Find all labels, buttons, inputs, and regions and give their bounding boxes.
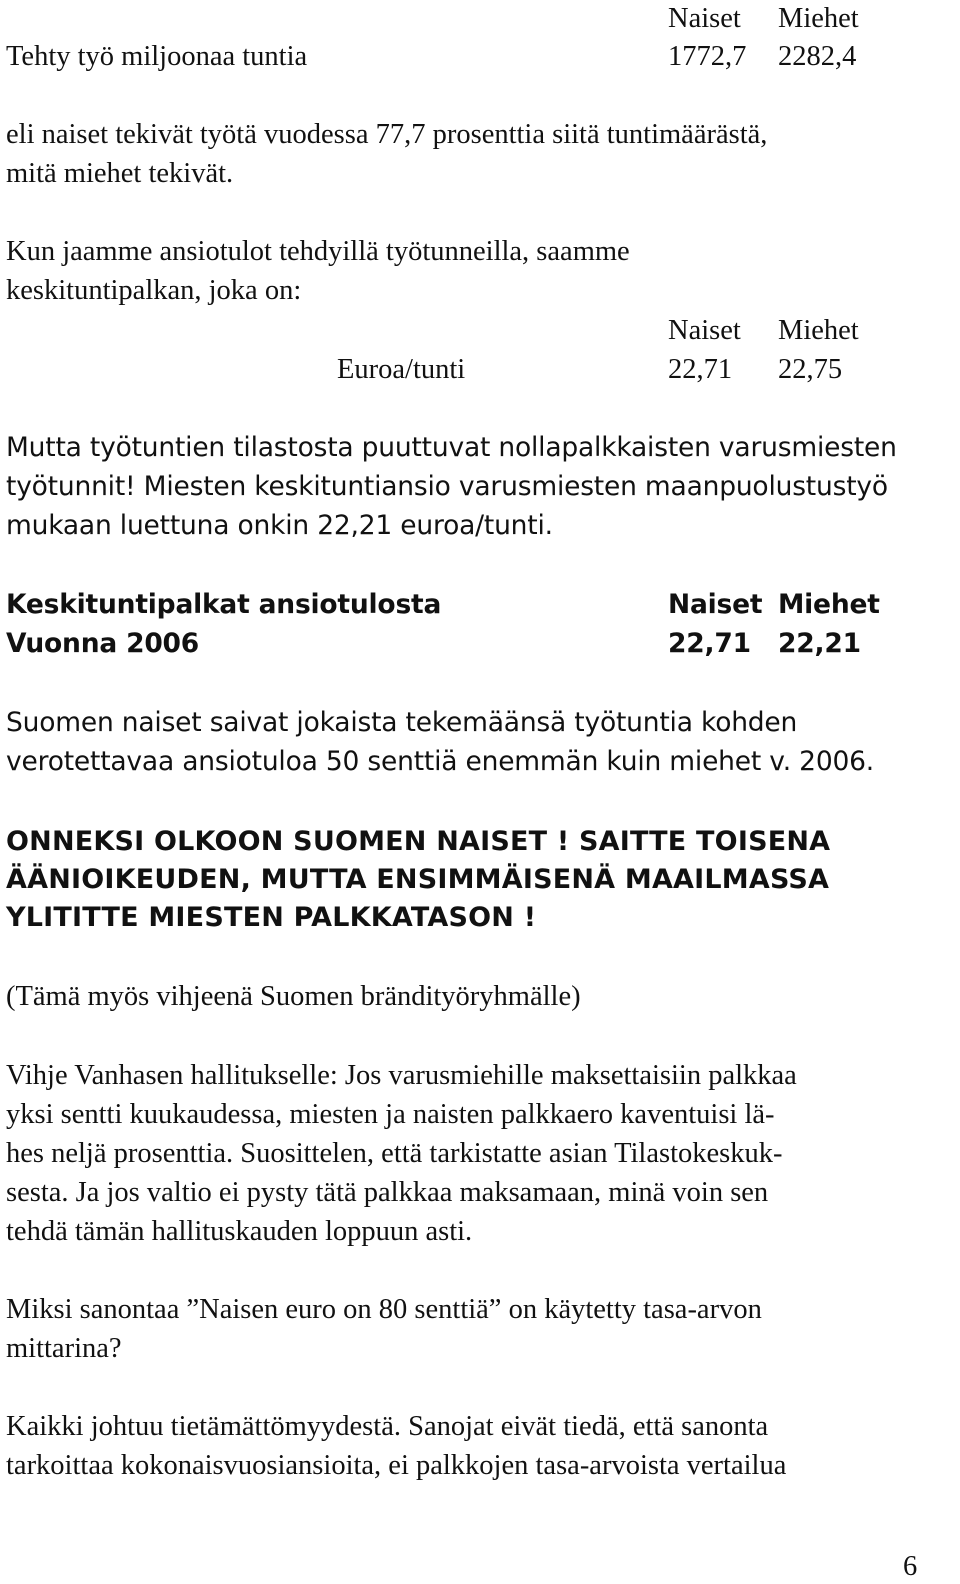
- para5-line1: (Tämä myös vihjeenä Suomen brändityöryhmälle): [6, 981, 581, 1012]
- shout-line3: YLITITTE MIESTEN PALKKATASON !: [6, 902, 537, 933]
- summary-value-naiset: 22,71: [668, 628, 751, 659]
- para7-line1: Miksi sanontaa ”Naisen euro on 80 senttiä” on käytetty tasa-arvon: [6, 1294, 762, 1325]
- page-number: 6: [903, 1551, 918, 1582]
- para2-line1: Kun jaamme ansiotulot tehdyillä työtunneilla, saamme: [6, 236, 630, 267]
- summary-title: Keskituntipalkat ansiotulosta: [6, 589, 442, 620]
- para8-line2: tarkoittaa kokonaisvuosiansioita, ei palkkojen tasa-arvoista vertailua: [6, 1450, 787, 1481]
- para3-line1: Mutta työtuntien tilastosta puuttuvat nollapalkkaisten varusmiesten: [6, 432, 897, 463]
- wage-value-miehet: 22,75: [778, 354, 843, 385]
- wage-header-miehet: Miehet: [778, 315, 859, 346]
- para6-line4: sesta. Ja jos valtio ei pysty tätä palkkaa maksamaan, minä voin sen: [6, 1177, 769, 1208]
- wage-row-label: Euroa/tunti: [337, 354, 466, 385]
- para6-line2: yksi sentti kuukaudessa, miesten ja naisten palkkaero kaventuisi lä-: [6, 1099, 775, 1130]
- hours-header-miehet: Miehet: [778, 3, 859, 34]
- para3-line2: työtunnit! Miesten keskituntiansio varusmiesten maanpuolustustyö: [6, 471, 888, 502]
- hours-header-naiset: Naiset: [668, 3, 741, 34]
- summary-header-miehet: Miehet: [778, 589, 880, 620]
- hours-row-label: Tehty työ miljoonaa tuntia: [6, 41, 308, 72]
- summary-value-miehet: 22,21: [778, 628, 861, 659]
- para7-line2: mittarina?: [6, 1333, 122, 1364]
- summary-row-label: Vuonna 2006: [6, 628, 200, 659]
- para2-line2: keskituntipalkan, joka on:: [6, 275, 302, 306]
- hours-value-miehet: 2282,4: [778, 41, 857, 72]
- hours-value-naiset: 1772,7: [668, 41, 747, 72]
- para8-line1: Kaikki johtuu tietämättömyydestä. Sanojat eivät tiedä, että sanonta: [6, 1411, 769, 1442]
- para4-line1: Suomen naiset saivat jokaista tekemäänsä työtuntia kohden: [6, 707, 798, 738]
- summary-header-naiset: Naiset: [668, 589, 763, 620]
- para6-line1: Vihje Vanhasen hallitukselle: Jos varusmiehille maksettaisiin palkkaa: [6, 1060, 797, 1091]
- shout-line1: ONNEKSI OLKOON SUOMEN NAISET ! SAITTE TOISENA: [6, 826, 831, 857]
- para6-line3: hes neljä prosenttia. Suosittelen, että tarkistatte asian Tilastokeskuk-: [6, 1138, 783, 1169]
- para3-line3: mukaan luettuna onkin 22,21 euroa/tunti.: [6, 510, 553, 541]
- para1-line2: mitä miehet tekivät.: [6, 158, 234, 189]
- para6-line5: tehdä tämän hallituskauden loppuun asti.: [6, 1216, 473, 1247]
- para4-line2: verotettavaa ansiotuloa 50 senttiä enemmän kuin miehet v. 2006.: [6, 746, 875, 777]
- wage-value-naiset: 22,71: [668, 354, 733, 385]
- shout-line2: ÄÄNIOIKEUDEN, MUTTA ENSIMMÄISENÄ MAAILMASSA: [6, 864, 830, 895]
- para1-line1: eli naiset tekivät työtä vuodessa 77,7 prosenttia siitä tuntimäärästä,: [6, 119, 768, 150]
- wage-header-naiset: Naiset: [668, 315, 741, 346]
